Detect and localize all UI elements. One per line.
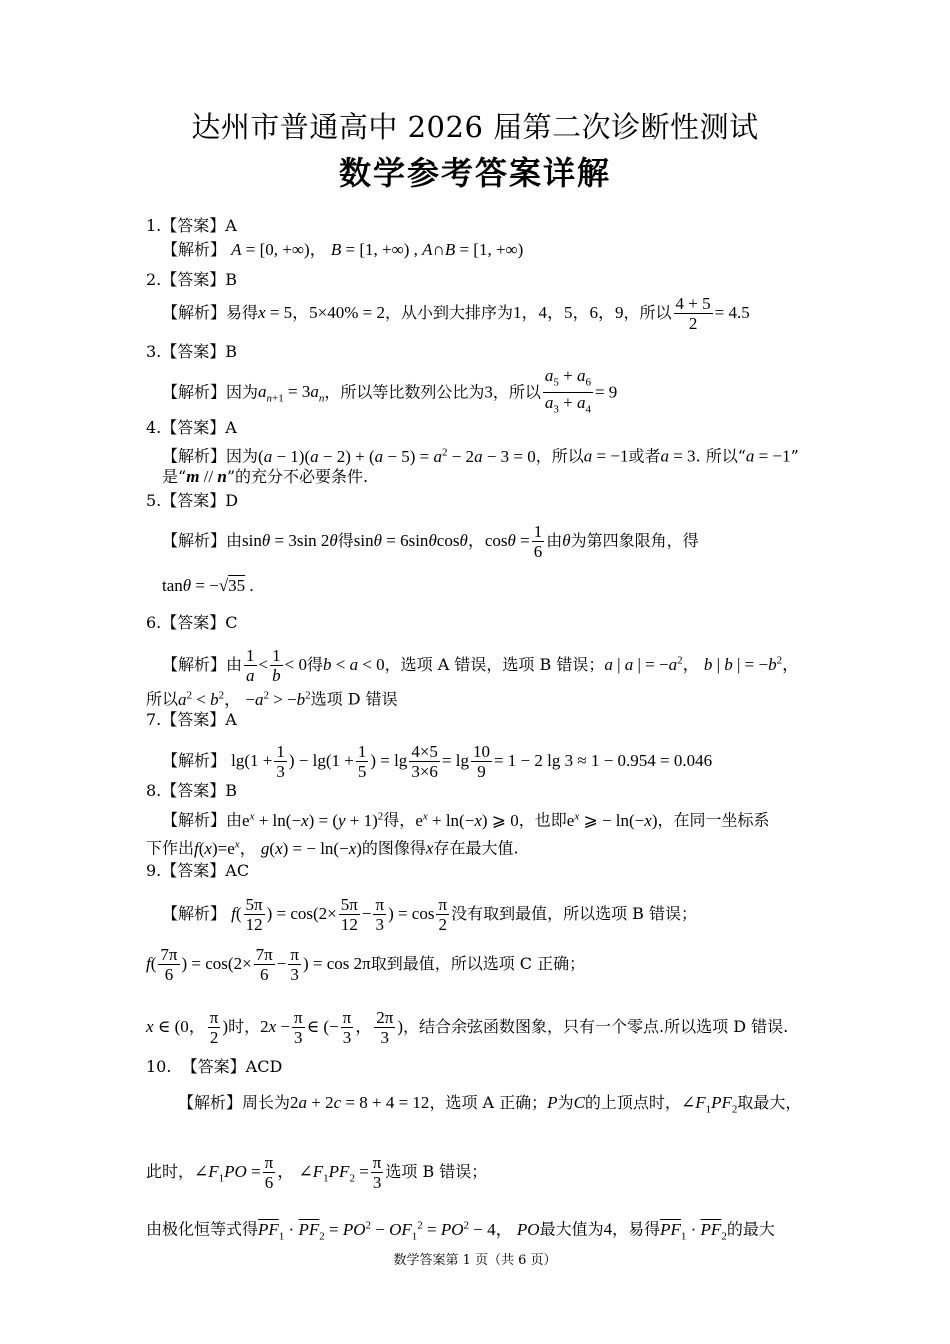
q5-analysis-line: 【解析】由sinθ = 3sin 2θ得sinθ = 6sinθcosθ，cosθ = $\frac{1}{6}$ 由θ为第四象限角，得 [162,522,699,561]
q7-answer-line: 7.【答案】A [146,710,237,729]
q9-answer-line: 9.【答案】AC [146,861,250,880]
q1-answer-line: 1.【答案】A [146,216,237,235]
q4-answer-line: 4.【答案】A [146,418,237,437]
q3-analysis-line: 【解析】因为$a_{n+1} = 3a_n$，所以等比数列公比为3，所以 $\frac{a_5 + a_6}{a_3 + a_4}$ = 9 [162,366,618,416]
page-title: 达州市普通高中 2026 届第二次诊断性测试 [191,110,759,144]
q1-analysis-line: 【解析】 A = [0, +∞)， B = [1, +∞) , A∩B = [1, +∞) [162,240,524,259]
q9-analysis-line-2: f( $\frac{7\pi}{6}$ ) = cos(2× $\frac{7\pi}{6}$ − $\frac{\pi}{3}$ ) = cos 2π取到最值，所以选项 C 正确； [146,945,586,984]
q8-answer-line: 8.【答案】B [146,781,238,800]
q10-analysis-line-3: 由极化恒等式得$\overline{PF}_1 \cdot \overline{PF}_2 = PO^2 - OF_1^2 = PO^2 - 4$， PO最大值为4，易得$\overline{PF}_1 \cdot \overline{PF}_2$的最大 [146,1219,775,1243]
q6-analysis-line-2: 所以$a^2 < b^2$， $-a^2 > -b^2$选项 D 错误 [146,689,398,709]
q5-analysis-line-2: tanθ = −√35 . [162,576,254,595]
q10-analysis-line: 【解析】周长为2a + 2c = 8 + 4 = 12，选项 A 正确；P为C的上顶点时，$\angle F_1PF_2$取最大， [178,1093,802,1116]
q4-analysis-line: 【解析】因为$(a - 1)(a - 2) + (a - 5) = a^2 - 2a - 3 = 0$，所以a = −1或者a = 3. 所以“a = −1” [162,446,799,466]
q3-answer-line: 3.【答案】B [146,342,238,361]
q8-analysis-line-2: 下作出$f(x)=e^x$， g(x) = − ln(−x)的图像得x存在最大值. [146,838,519,858]
q6-analysis-line: 【解析】由 $\frac{1}{a}$ < $\frac{1}{b}$ < 0得b < a < 0，选项 A 错误，选项 B 错误；a | a | = $-a^2$， b | b | = $-b^2$， [162,646,800,685]
page-subtitle: 数学参考答案详解 [338,154,611,192]
q10-analysis-line-2: 此时，$\angle F_1PO$ = $\frac{\pi}{6}$ ， $\angle F_1PF_2$ = $\frac{\pi}{3}$ 选项 B 错误； [146,1153,488,1192]
q4-analysis-line-2: 是“m // n”的充分不必要条件. [162,467,369,486]
q2-analysis-line: 【解析】易得x = 5，5×40% = 2，从小到大排序为1，4，5，6，9，所以 $\frac{4 + 5}{2}$ = 4.5 [162,294,750,333]
q10-answer-line: 10. 【答案】ACD [146,1057,283,1076]
q6-answer-line: 6.【答案】C [146,613,238,632]
page-footer: 数学答案第 1 页（共 6 页） [393,1253,557,1268]
q9-analysis-line-3: x ∈ (0， $\frac{\pi}{2}$ )时，2x − $\frac{\pi}{3}$ ∈ (− $\frac{\pi}{3}$ ， $\frac{2\pi}{3}$ )，结合余弦函数图象，只有一个零点.所以选项 D 错误. [146,1008,789,1047]
q7-analysis-line: 【解析】 lg(1 + $\frac{1}{3}$ ) − lg(1 + $\frac{1}{5}$ ) = lg $\frac{4\times 5}{3\times 6}$ = lg $\frac{10}{9}$ = 1 − 2 lg 3 ≈ 1 − 0.954 = 0.046 [162,742,713,781]
q5-answer-line: 5.【答案】D [146,491,239,510]
q8-analysis-line: 【解析】由$e^x + \ln(-x) = (y + 1)^2$得，$e^x + \ln(-x)$ ⩾ 0，也即$e^x$ ⩾ − ln(−x)，在同一坐标系 [162,810,770,830]
q2-answer-line: 2.【答案】B [146,270,238,289]
q9-analysis-line: 【解析】 f( $\frac{5\pi}{12}$ ) = cos(2× $\frac{5\pi}{12}$ − $\frac{\pi}{3}$ ) = cos $\frac{\pi}{2}$ 没有取到最值，所以选项 B 错误； [162,895,698,934]
